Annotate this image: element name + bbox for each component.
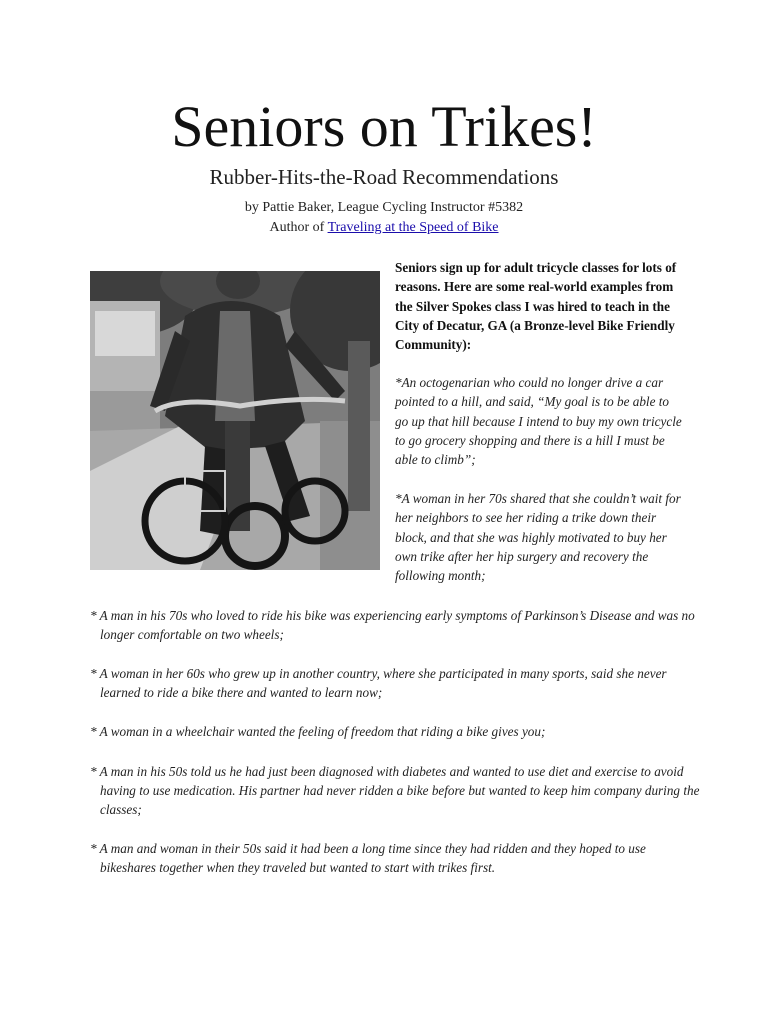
page-title: Seniors on Trikes! xyxy=(171,94,597,159)
list-item: * A woman in a wheelchair wanted the feeling of freedom that riding a bike gives you; xyxy=(90,724,546,739)
page-subtitle: Rubber-Hits-the-Road Recommendations xyxy=(209,165,559,189)
list-item: * A man and woman in their 50s said it had been a long time since they had ridden and they hoped to use bikeshares together when they traveled but wanted to start with trikes first. xyxy=(90,841,646,875)
list-item: *An octogenarian who could no longer drive a car pointed to a hill, and said, “My goal is to be able to go up that hill because I intend to buy my own tricycle to go grocery shopping and there is a hill I must be able to climb”; xyxy=(395,375,682,468)
byline: by Pattie Baker, League Cycling Instructor #5382 xyxy=(244,200,524,215)
list-item: * A man in his 70s who loved to ride his bike was experiencing early symptoms of Parkinson’s Disease and was no longer comfortable on two wheels; xyxy=(90,608,695,642)
author-prefix: Author of xyxy=(269,220,328,235)
list-item: *A woman in her 70s shared that she couldn’t wait for her neighbors to see her riding a trike down their block, and that she was highly motivated to buy her own trike after her hip surgery and recovery the following month; xyxy=(395,491,681,584)
intro-paragraph: Seniors sign up for adult tricycle classes for lots of reasons. Here are some real-world examples from the Silver Spokes class I was hired to teach in the City of Decatur, GA (a Bronze-level Bike Friendly Community): xyxy=(395,260,677,353)
author-line xyxy=(0,218,768,238)
senior-on-trike-photo xyxy=(90,271,380,570)
list-item: * A woman in her 60s who grew up in another country, where she participated in many sports, said she never learned to ride a bike there and wanted to learn now; xyxy=(90,666,667,700)
list-item: * A man in his 50s told us he had just been diagnosed with diabetes and wanted to use diet and exercise to avoid having to use medication. His partner had never ridden a bike before but wanted to keep him company during the classes; xyxy=(90,764,700,817)
book-link[interactable]: Traveling at the Speed of Bike xyxy=(327,220,499,235)
